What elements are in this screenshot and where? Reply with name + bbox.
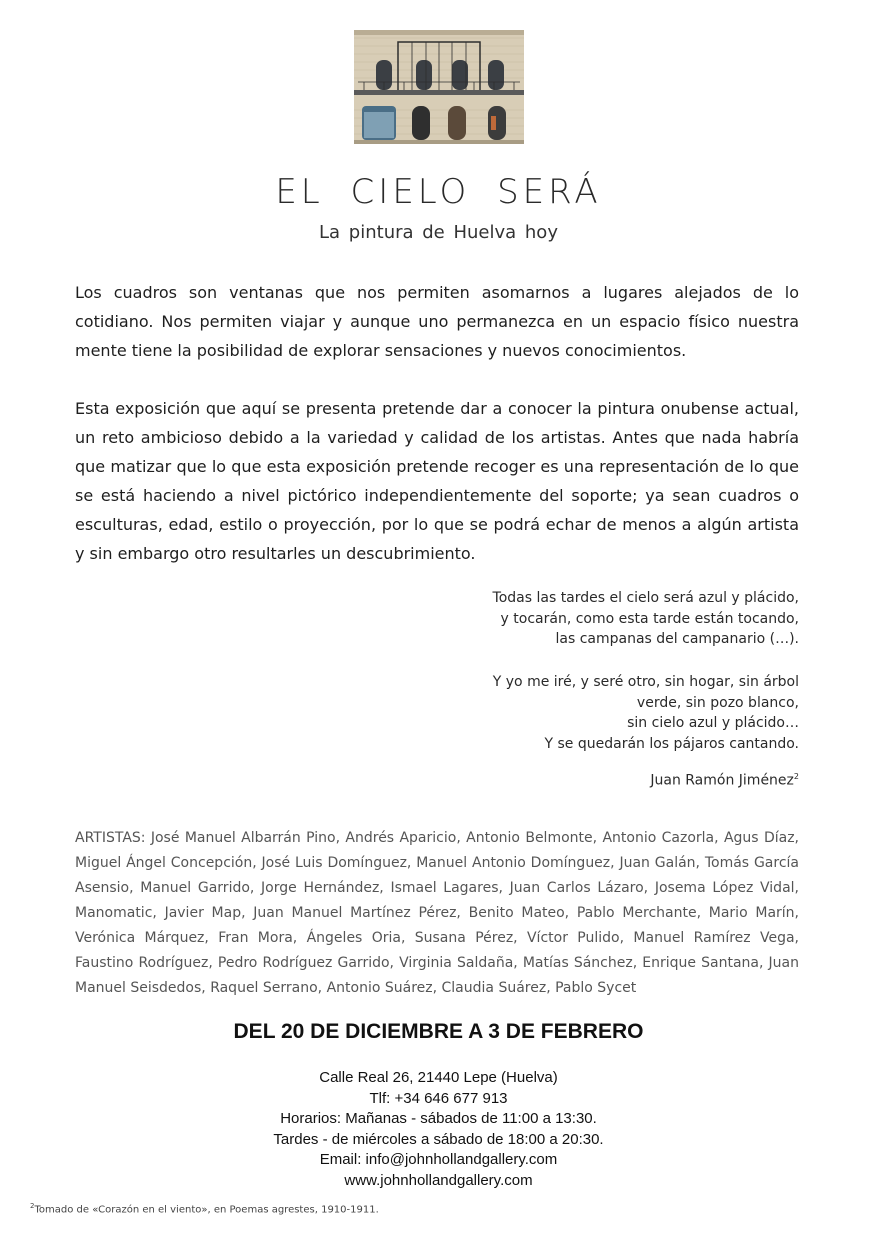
hours-morning: Horarios: Mañanas - sábados de 11:00 a 13:30. xyxy=(280,1110,597,1127)
poem-author-name: Juan Ramón Jiménez xyxy=(650,772,794,789)
gallery-website: www.johnhollandgallery.com xyxy=(344,1171,533,1189)
footnote-text: Tomado de «Corazón en el viento», en Poemas agrestes, 1910-1911. xyxy=(34,1204,379,1216)
gallery-phone: Tlf: +34 646 677 913 xyxy=(369,1089,508,1107)
footnote xyxy=(30,1202,379,1215)
gallery-contact-info xyxy=(0,1068,877,1191)
exhibition-title: EL CIELO SERÁ xyxy=(275,172,602,212)
hours-afternoon: Tardes - de miércoles a sábado de 18:00 a 20:30. xyxy=(273,1130,604,1148)
poem-line: las campanas del campanario (…). xyxy=(555,631,799,647)
poem-line: Todas las tardes el cielo será azul y plácido, xyxy=(492,590,799,606)
poem-line: sin cielo azul y plácido… xyxy=(627,715,799,731)
gallery-facade-image xyxy=(354,30,524,144)
poem-line: verde, sin pozo blanco, xyxy=(636,694,799,711)
poem-stanza-1 xyxy=(379,588,799,650)
footnote-number: 2 xyxy=(30,1202,35,1210)
poem-stanza-2 xyxy=(379,672,799,754)
poem-author xyxy=(650,772,799,789)
intro-paragraph: Los cuadros son ventanas que nos permiten asomarnos a lugares alejados de lo cotidiano. Nos permiten viajar y aunque uno permanezca en un espacio físico nuestra mente tiene la posibilidad de explorar sensaciones y nuevos conocimientos. xyxy=(75,283,799,360)
description-paragraph: Esta exposición que aquí se presenta pretende dar a conocer la pintura onubense actual, un reto ambicioso debido a la variedad y calidad de los artistas. Antes que nada habría que matizar que lo que esta exposición pretende recoger es una representación de lo que se está haciendo a nivel pictórico independientemente del soporte; ya sean cuadros o esculturas, edad, estilo o proyección, por lo que se podrá echar de menos a algún artista y sin embargo otro resultarles un descubrimiento. xyxy=(75,399,799,563)
exhibition-subtitle: La pintura de Huelva hoy xyxy=(319,222,558,243)
poem-line: Y se quedarán los pájaros cantando. xyxy=(544,735,799,752)
gallery-email: Email: info@johnhollandgallery.com xyxy=(319,1151,558,1168)
poem-line: y tocarán, como esta tarde están tocando, xyxy=(500,610,799,627)
gallery-address: Calle Real 26, 21440 Lepe (Huelva) xyxy=(319,1069,558,1086)
poem-line: Y yo me iré, y seré otro, sin hogar, sin árbol xyxy=(492,674,799,690)
footnote-marker: 2 xyxy=(793,772,799,781)
artists-list: ARTISTAS: José Manuel Albarrán Pino, Andrés Aparicio, Antonio Belmonte, Antonio Cazorla, Agus Díaz, Miguel Ángel Concepción, José Luis Domínguez, Manuel Antonio Domínguez, Juan Galán, Tomás García Asensio, Manuel Garrido, Jorge Hernández, Ismael Lagares, Juan Carlos Lázaro, Josema López Vidal, Manomatic, Javier Map, Juan Manuel Martínez Pérez, Benito Mateo, Pablo Merchante, Mario Marín, Verónica Márquez, Fran Mora, Ángeles Oria, Susana Pérez, Víctor Pulido, Manuel Ramírez Vega, Faustino Rodríguez, Pedro Rodríguez Garrido, Virginia Saldaña, Matías Sánchez, Enrique Santana, Juan Manuel Seisdedos, Raquel Serrano, Antonio Suárez, Claudia Suárez, Pablo Sycet xyxy=(75,830,799,996)
exhibition-dates: DEL 20 DE DICIEMBRE A 3 DE FEBRERO xyxy=(233,1020,644,1043)
